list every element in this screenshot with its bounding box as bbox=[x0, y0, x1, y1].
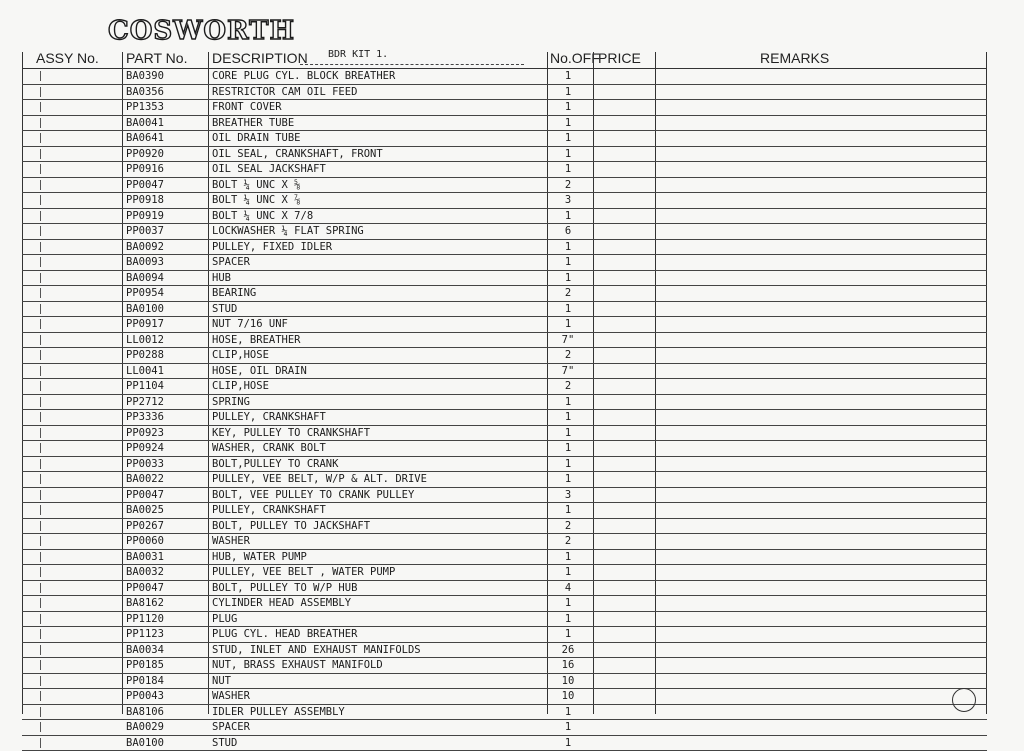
quantity-cell: 2 bbox=[546, 381, 590, 392]
quantity-cell: 1 bbox=[546, 474, 590, 485]
quantity-cell: 1 bbox=[546, 567, 590, 578]
quantity-cell: 2 bbox=[546, 350, 590, 361]
quantity-cell: 1 bbox=[546, 319, 590, 330]
part-number-cell: BA0094 bbox=[126, 273, 164, 284]
part-number-cell: PP0288 bbox=[126, 350, 164, 361]
table-row bbox=[22, 240, 987, 256]
margin-tick bbox=[40, 335, 41, 345]
part-number-cell: BA0092 bbox=[126, 242, 164, 253]
description-cell: STUD, INLET AND EXHAUST MANIFOLDS bbox=[212, 645, 421, 656]
part-number-cell: LL0041 bbox=[126, 366, 164, 377]
part-number-cell: PP0184 bbox=[126, 676, 164, 687]
margin-tick bbox=[40, 180, 41, 190]
part-number-cell: PP0043 bbox=[126, 691, 164, 702]
table-row bbox=[22, 519, 987, 535]
quantity-cell: 1 bbox=[546, 71, 590, 82]
part-number-cell: PP0047 bbox=[126, 180, 164, 191]
table-row bbox=[22, 224, 987, 240]
margin-tick bbox=[40, 490, 41, 500]
margin-tick bbox=[40, 428, 41, 438]
quantity-cell: 1 bbox=[546, 102, 590, 113]
margin-tick bbox=[40, 211, 41, 221]
table-row bbox=[22, 720, 987, 736]
table-row bbox=[22, 503, 987, 519]
description-cell: SPACER bbox=[212, 722, 250, 733]
description-cell: NUT, BRASS EXHAUST MANIFOLD bbox=[212, 660, 383, 671]
table-row bbox=[22, 426, 987, 442]
table-row bbox=[22, 705, 987, 721]
margin-tick bbox=[40, 459, 41, 469]
description-cell: HOSE, BREATHER bbox=[212, 335, 301, 346]
margin-tick bbox=[40, 366, 41, 376]
table-row bbox=[22, 271, 987, 287]
margin-tick bbox=[40, 412, 41, 422]
table-row bbox=[22, 658, 987, 674]
margin-tick bbox=[40, 536, 41, 546]
table-row bbox=[22, 131, 987, 147]
part-number-cell: BA0032 bbox=[126, 567, 164, 578]
quantity-cell: 1 bbox=[546, 164, 590, 175]
margin-tick bbox=[40, 381, 41, 391]
table-row bbox=[22, 596, 987, 612]
part-number-cell: PP1104 bbox=[126, 381, 164, 392]
description-cell: KEY, PULLEY TO CRANKSHAFT bbox=[212, 428, 370, 439]
description-cell: IDLER PULLEY ASSEMBLY bbox=[212, 707, 345, 718]
margin-tick bbox=[40, 645, 41, 655]
description-cell: HUB bbox=[212, 273, 231, 284]
description-cell: OIL SEAL JACKSHAFT bbox=[212, 164, 326, 175]
quantity-cell: 1 bbox=[546, 629, 590, 640]
kit-label: BDR KIT 1. bbox=[328, 49, 388, 60]
margin-tick bbox=[40, 614, 41, 624]
part-number-cell: BA0029 bbox=[126, 722, 164, 733]
table-row bbox=[22, 689, 987, 705]
description-cell: SPRING bbox=[212, 397, 250, 408]
margin-tick bbox=[40, 583, 41, 593]
description-cell: PULLEY, VEE BELT , WATER PUMP bbox=[212, 567, 395, 578]
description-cell: BOLT, PULLEY TO W/P HUB bbox=[212, 583, 357, 594]
part-number-cell: PP0033 bbox=[126, 459, 164, 470]
margin-tick bbox=[40, 397, 41, 407]
part-number-cell: BA0100 bbox=[126, 304, 164, 315]
quantity-cell: 10 bbox=[546, 676, 590, 687]
margin-tick bbox=[40, 707, 41, 717]
quantity-cell: 10 bbox=[546, 691, 590, 702]
quantity-cell: 1 bbox=[546, 707, 590, 718]
description-cell: CLIP,HOSE bbox=[212, 350, 269, 361]
table-row bbox=[22, 457, 987, 473]
part-number-cell: LL0012 bbox=[126, 335, 164, 346]
part-number-cell: PP0954 bbox=[126, 288, 164, 299]
quantity-cell: 16 bbox=[546, 660, 590, 671]
margin-tick bbox=[40, 118, 41, 128]
quantity-cell: 6 bbox=[546, 226, 590, 237]
quantity-cell: 1 bbox=[546, 242, 590, 253]
quantity-cell: 2 bbox=[546, 288, 590, 299]
part-number-cell: PP0047 bbox=[126, 490, 164, 501]
table-row bbox=[22, 410, 987, 426]
description-cell: NUT bbox=[212, 676, 231, 687]
table-row bbox=[22, 255, 987, 271]
quantity-cell: 1 bbox=[546, 257, 590, 268]
table-row bbox=[22, 178, 987, 194]
description-cell: BOLT,PULLEY TO CRANK bbox=[212, 459, 338, 470]
part-number-cell: PP0923 bbox=[126, 428, 164, 439]
part-number-cell: BA0022 bbox=[126, 474, 164, 485]
quantity-cell: 1 bbox=[546, 428, 590, 439]
header-assy-no: ASSY No. bbox=[36, 50, 99, 66]
margin-tick bbox=[40, 629, 41, 639]
description-cell: NUT 7/16 UNF bbox=[212, 319, 288, 330]
part-number-cell: PP1120 bbox=[126, 614, 164, 625]
quantity-cell: 1 bbox=[546, 133, 590, 144]
part-number-cell: BA0041 bbox=[126, 118, 164, 129]
part-number-cell: BA8106 bbox=[126, 707, 164, 718]
margin-tick bbox=[40, 474, 41, 484]
margin-tick bbox=[40, 552, 41, 562]
parts-table-body bbox=[22, 69, 987, 751]
part-number-cell: PP0917 bbox=[126, 319, 164, 330]
description-cell: BREATHER TUBE bbox=[212, 118, 294, 129]
margin-tick bbox=[40, 319, 41, 329]
part-number-cell: PP0267 bbox=[126, 521, 164, 532]
part-number-cell: PP0916 bbox=[126, 164, 164, 175]
margin-tick bbox=[40, 691, 41, 701]
table-row bbox=[22, 565, 987, 581]
description-cell: CYLINDER HEAD ASSEMBLY bbox=[212, 598, 351, 609]
table-row bbox=[22, 674, 987, 690]
quantity-cell: 7" bbox=[546, 335, 590, 346]
margin-tick bbox=[40, 87, 41, 97]
margin-tick bbox=[40, 505, 41, 515]
quantity-cell: 26 bbox=[546, 645, 590, 656]
part-number-cell: PP0920 bbox=[126, 149, 164, 160]
part-number-cell: PP0047 bbox=[126, 583, 164, 594]
description-cell: HOSE, OIL DRAIN bbox=[212, 366, 307, 377]
description-cell: OIL DRAIN TUBE bbox=[212, 133, 301, 144]
part-number-cell: BA0031 bbox=[126, 552, 164, 563]
quantity-cell: 1 bbox=[546, 443, 590, 454]
quantity-cell: 1 bbox=[546, 211, 590, 222]
quantity-cell: 1 bbox=[546, 118, 590, 129]
description-cell: SPACER bbox=[212, 257, 250, 268]
description-cell: CLIP,HOSE bbox=[212, 381, 269, 392]
description-cell: HUB, WATER PUMP bbox=[212, 552, 307, 563]
part-number-cell: PP0918 bbox=[126, 195, 164, 206]
description-cell: FRONT COVER bbox=[212, 102, 282, 113]
quantity-cell: 1 bbox=[546, 87, 590, 98]
margin-tick bbox=[40, 226, 41, 236]
table-row bbox=[22, 472, 987, 488]
description-cell: RESTRICTOR CAM OIL FEED bbox=[212, 87, 357, 98]
table-row bbox=[22, 193, 987, 209]
quantity-cell: 1 bbox=[546, 722, 590, 733]
quantity-cell: 1 bbox=[546, 459, 590, 470]
quantity-cell: 2 bbox=[546, 521, 590, 532]
part-number-cell: PP3336 bbox=[126, 412, 164, 423]
quantity-cell: 1 bbox=[546, 505, 590, 516]
description-cell: BOLT, PULLEY TO JACKSHAFT bbox=[212, 521, 370, 532]
part-number-cell: BA0025 bbox=[126, 505, 164, 516]
description-dashes bbox=[300, 64, 524, 65]
margin-tick bbox=[40, 242, 41, 252]
quantity-cell: 1 bbox=[546, 412, 590, 423]
header-no-off: No.OFF bbox=[550, 50, 600, 66]
table-row bbox=[22, 209, 987, 225]
part-number-cell: BA0100 bbox=[126, 738, 164, 749]
margin-tick bbox=[40, 273, 41, 283]
quantity-cell: 1 bbox=[546, 738, 590, 749]
quantity-cell: 1 bbox=[546, 397, 590, 408]
table-row bbox=[22, 348, 987, 364]
quantity-cell: 1 bbox=[546, 149, 590, 160]
table-row bbox=[22, 317, 987, 333]
table-row bbox=[22, 162, 987, 178]
part-number-cell: PP0185 bbox=[126, 660, 164, 671]
description-cell: WASHER bbox=[212, 691, 250, 702]
quantity-cell: 7" bbox=[546, 366, 590, 377]
table-row bbox=[22, 364, 987, 380]
quantity-cell: 2 bbox=[546, 180, 590, 191]
quantity-cell: 2 bbox=[546, 536, 590, 547]
margin-tick bbox=[40, 660, 41, 670]
table-row bbox=[22, 147, 987, 163]
description-cell: OIL SEAL, CRANKSHAFT, FRONT bbox=[212, 149, 383, 160]
description-cell: WASHER bbox=[212, 536, 250, 547]
quantity-cell: 1 bbox=[546, 304, 590, 315]
part-number-cell: PP0924 bbox=[126, 443, 164, 454]
table-row bbox=[22, 379, 987, 395]
margin-tick bbox=[40, 598, 41, 608]
margin-tick bbox=[40, 288, 41, 298]
description-cell: PULLEY, FIXED IDLER bbox=[212, 242, 332, 253]
quantity-cell: 1 bbox=[546, 598, 590, 609]
quantity-cell: 3 bbox=[546, 490, 590, 501]
table-row bbox=[22, 441, 987, 457]
quantity-cell: 1 bbox=[546, 614, 590, 625]
part-number-cell: BA0356 bbox=[126, 87, 164, 98]
table-row bbox=[22, 581, 987, 597]
margin-tick bbox=[40, 722, 41, 732]
margin-tick bbox=[40, 257, 41, 267]
part-number-cell: BA0641 bbox=[126, 133, 164, 144]
quantity-cell: 1 bbox=[546, 552, 590, 563]
description-cell: BOLT, VEE PULLEY TO CRANK PULLEY bbox=[212, 490, 414, 501]
description-cell: WASHER, CRANK BOLT bbox=[212, 443, 326, 454]
quantity-cell: 1 bbox=[546, 273, 590, 284]
margin-tick bbox=[40, 738, 41, 748]
margin-tick bbox=[40, 102, 41, 112]
margin-tick bbox=[40, 567, 41, 577]
margin-tick bbox=[40, 350, 41, 360]
margin-tick bbox=[40, 195, 41, 205]
margin-tick bbox=[40, 304, 41, 314]
margin-tick bbox=[40, 133, 41, 143]
description-cell: BOLT ¼ UNC X ⅞ bbox=[212, 195, 301, 206]
description-cell: LOCKWASHER ¼ FLAT SPRING bbox=[212, 226, 364, 237]
table-row bbox=[22, 627, 987, 643]
part-number-cell: PP1353 bbox=[126, 102, 164, 113]
part-number-cell: PP0060 bbox=[126, 536, 164, 547]
part-number-cell: BA8162 bbox=[126, 598, 164, 609]
table-row bbox=[22, 488, 987, 504]
table-row bbox=[22, 302, 987, 318]
description-cell: PLUG bbox=[212, 614, 237, 625]
table-row bbox=[22, 736, 987, 751]
table-row bbox=[22, 643, 987, 659]
description-cell: PULLEY, CRANKSHAFT bbox=[212, 412, 326, 423]
margin-tick bbox=[40, 443, 41, 453]
margin-tick bbox=[40, 164, 41, 174]
description-cell: BOLT ¼ UNC X ⅝ bbox=[212, 180, 301, 191]
margin-tick bbox=[40, 149, 41, 159]
description-cell: CORE PLUG CYL. BLOCK BREATHER bbox=[212, 71, 395, 82]
company-logo: COSWORTH bbox=[108, 16, 295, 46]
table-row bbox=[22, 69, 987, 85]
table-row bbox=[22, 100, 987, 116]
table-row bbox=[22, 612, 987, 628]
description-cell: BOLT ¼ UNC X 7/8 bbox=[212, 211, 313, 222]
description-cell: STUD bbox=[212, 738, 237, 749]
table-row bbox=[22, 333, 987, 349]
margin-tick bbox=[40, 71, 41, 81]
part-number-cell: PP0037 bbox=[126, 226, 164, 237]
margin-tick bbox=[40, 521, 41, 531]
part-number-cell: PP2712 bbox=[126, 397, 164, 408]
punch-hole-mark bbox=[952, 688, 976, 712]
part-number-cell: PP0919 bbox=[126, 211, 164, 222]
part-number-cell: BA0034 bbox=[126, 645, 164, 656]
header-remarks: REMARKS bbox=[760, 50, 829, 66]
table-row bbox=[22, 395, 987, 411]
table-row bbox=[22, 85, 987, 101]
quantity-cell: 4 bbox=[546, 583, 590, 594]
table-row bbox=[22, 116, 987, 132]
table-row bbox=[22, 534, 987, 550]
part-number-cell: PP1123 bbox=[126, 629, 164, 640]
table-row bbox=[22, 286, 987, 302]
description-cell: PULLEY, VEE BELT, W/P & ALT. DRIVE bbox=[212, 474, 427, 485]
description-cell: STUD bbox=[212, 304, 237, 315]
header-description: DESCRIPTION bbox=[212, 50, 308, 66]
description-cell: BEARING bbox=[212, 288, 256, 299]
description-cell: PLUG CYL. HEAD BREATHER bbox=[212, 629, 357, 640]
table-row bbox=[22, 550, 987, 566]
description-cell: PULLEY, CRANKSHAFT bbox=[212, 505, 326, 516]
margin-tick bbox=[40, 676, 41, 686]
quantity-cell: 3 bbox=[546, 195, 590, 206]
header-part-no: PART No. bbox=[126, 50, 187, 66]
header-price: PRICE bbox=[598, 50, 641, 66]
part-number-cell: BA0390 bbox=[126, 71, 164, 82]
part-number-cell: BA0093 bbox=[126, 257, 164, 268]
